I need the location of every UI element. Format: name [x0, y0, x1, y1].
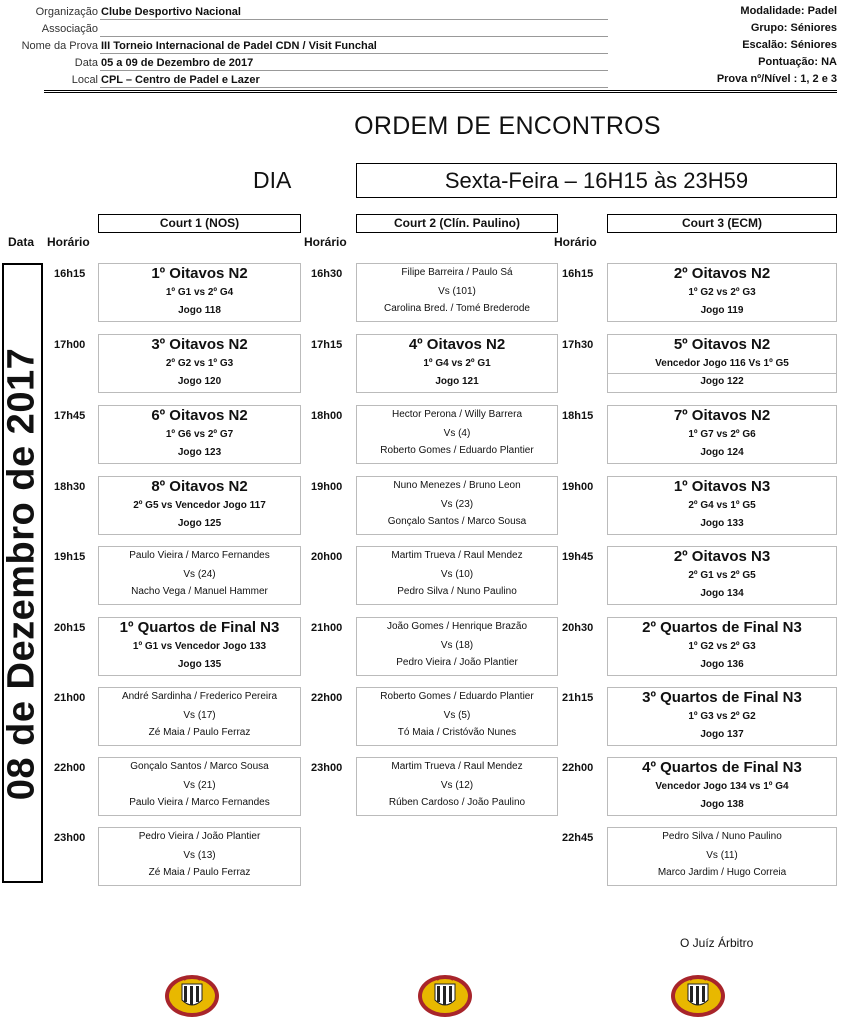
header-field-label: Local	[71, 74, 98, 86]
match-pairing: 2º G1 vs 2º G5	[688, 570, 756, 581]
match-box	[98, 263, 301, 322]
match-time: 23h00	[54, 832, 86, 844]
match-title: 2º Quartos de Final N3	[642, 619, 802, 636]
day-label: DIA	[253, 167, 292, 193]
match-box	[356, 476, 558, 535]
team-a: Martim Trueva / Raul Mendez	[391, 550, 523, 561]
match-time: 23h00	[311, 762, 343, 774]
match-box	[607, 476, 837, 535]
match-box	[98, 827, 301, 886]
match-box	[98, 546, 301, 605]
match-time: 16h15	[54, 268, 86, 280]
team-a: André Sardinha / Frederico Pereira	[121, 691, 278, 702]
header-field-row	[0, 22, 620, 37]
match-time: 18h15	[562, 410, 594, 422]
match-box	[98, 617, 301, 676]
header-right-item: Pontuação: NA	[758, 56, 837, 68]
match-pairing: 1º G3 vs 2º G2	[688, 711, 756, 722]
match-game-number: Jogo 120	[177, 376, 222, 387]
club-crest-svg	[164, 970, 220, 1018]
match-game-number: Jogo 122	[700, 376, 744, 387]
match-versus: Vs (24)	[183, 569, 216, 580]
match-box	[356, 405, 558, 464]
match-box	[98, 405, 301, 464]
match-time: 21h00	[311, 622, 343, 634]
match-time: 19h00	[311, 481, 343, 493]
match-pairing: 1º G2 vs 2º G3	[688, 641, 756, 652]
club-crest-icon	[670, 970, 726, 1018]
match-versus: Vs (5)	[443, 710, 471, 721]
match-time: 16h15	[562, 268, 594, 280]
team-b: Paulo Vieira / Marco Fernandes	[129, 797, 270, 808]
match-title: 1º Quartos de Final N3	[119, 619, 280, 636]
team-a: João Gomes / Henrique Brazão	[386, 621, 528, 632]
header-field-label: Organização	[35, 6, 98, 18]
team-b: Nacho Vega / Manuel Hammer	[131, 586, 268, 597]
team-b: Zé Maia / Paulo Ferraz	[148, 867, 251, 878]
match-time: 22h00	[562, 762, 594, 774]
horario-column-header-1: Horário	[47, 235, 90, 249]
match-time: 17h15	[311, 339, 343, 351]
match-box	[356, 263, 558, 322]
horario-column-header-3: Horário	[554, 235, 597, 249]
match-pairing: 1º G1 vs Vencedor Jogo 133	[132, 641, 267, 652]
match-box	[356, 334, 558, 393]
team-a: Paulo Vieira / Marco Fernandes	[129, 550, 270, 561]
match-time: 21h15	[562, 692, 594, 704]
match-box	[607, 263, 837, 322]
match-box	[356, 687, 558, 746]
header-field-row	[0, 39, 620, 54]
match-time: 22h45	[562, 832, 594, 844]
match-time: 20h00	[311, 551, 343, 563]
match-time: 19h15	[54, 551, 86, 563]
header-field-label: Associação	[41, 23, 98, 35]
match-title: 2º Oitavos N3	[673, 548, 771, 565]
header-field-value: Clube Desportivo Nacional	[101, 6, 241, 18]
match-pairing: 2º G4 vs 1º G5	[688, 500, 756, 511]
match-game-number: Jogo 133	[700, 518, 744, 529]
header-divider	[44, 90, 837, 93]
team-a: Pedro Vieira / João Plantier	[138, 831, 261, 842]
club-crest-svg	[670, 970, 726, 1018]
match-title: 5º Oitavos N2	[673, 336, 771, 353]
team-a: Nuno Menezes / Bruno Leon	[393, 480, 521, 491]
match-game-number: Jogo 118	[178, 305, 221, 316]
header-field-label: Data	[74, 57, 98, 69]
match-pairing: Vencedor Jogo 134 vs 1º G4	[655, 781, 789, 792]
match-game-number: Jogo 124	[700, 447, 744, 458]
match-box	[98, 334, 301, 393]
match-time: 18h00	[311, 410, 343, 422]
header-field-label: Nome da Prova	[21, 40, 98, 52]
team-a: Filipe Barreira / Paulo Sá	[401, 267, 513, 278]
court-2-header: Court 2 (Clín. Paulino)	[356, 214, 558, 233]
club-crest-icon	[417, 970, 473, 1018]
date-vertical: 08 de Dezembro de 2017	[0, 347, 43, 801]
match-versus: Vs (12)	[440, 780, 474, 791]
match-box	[607, 827, 837, 886]
team-a: Gonçalo Santos / Marco Sousa	[130, 761, 269, 772]
data-column-header: Data	[8, 235, 35, 249]
header-field-value: 05 a 09 de Dezembro de 2017	[101, 57, 254, 69]
match-versus: Vs (11)	[706, 850, 738, 861]
referee-label: O Juíz Árbitro	[680, 936, 754, 950]
match-game-number: Jogo 119	[700, 305, 744, 316]
team-b: Zé Maia / Paulo Ferraz	[148, 727, 251, 738]
match-pairing: 2º G5 vs Vencedor Jogo 117	[133, 500, 266, 511]
team-b: Pedro Silva / Nuno Paulino	[397, 586, 517, 597]
match-versus: Vs (18)	[440, 640, 474, 651]
header-right-item: Modalidade: Padel	[740, 5, 837, 17]
match-pairing: Vencedor Jogo 116 Vs 1º G5	[655, 358, 789, 369]
header-field-value: III Torneio Internacional de Padel CDN / Visit Funchal	[101, 40, 377, 52]
header-right-item: Prova nº/Nível : 1, 2 e 3	[716, 73, 837, 85]
match-title: 3º Oitavos N2	[151, 336, 248, 353]
match-box	[98, 476, 301, 535]
match-title: 3º Quartos de Final N3	[642, 689, 802, 706]
club-crest-svg	[417, 970, 473, 1018]
match-versus: Vs (17)	[183, 710, 216, 721]
match-title: 4º Quartos de Final N3	[642, 759, 802, 776]
team-b: Rúben Cardoso / João Paulino	[388, 797, 526, 808]
match-box	[98, 757, 301, 816]
header-field-row	[0, 56, 620, 71]
match-game-number: Jogo 123	[177, 447, 222, 458]
match-versus: Vs (101)	[438, 286, 476, 297]
horario-column-header-2: Horário	[304, 235, 347, 249]
court-3-header: Court 3 (ECM)	[607, 214, 837, 233]
match-box	[356, 546, 558, 605]
match-pairing: 1º G6 vs 2º G7	[165, 429, 234, 440]
match-time: 20h15	[54, 622, 86, 634]
match-title: 2º Oitavos N2	[673, 265, 771, 282]
match-time: 22h00	[54, 762, 86, 774]
header-field-value: CPL – Centro de Padel e Lazer	[101, 74, 260, 86]
match-game-number: Jogo 134	[700, 588, 744, 599]
header-right-item: Escalão: Séniores	[742, 39, 837, 51]
match-time: 20h30	[562, 622, 594, 634]
match-game-number: Jogo 135	[177, 659, 222, 670]
match-box	[356, 617, 558, 676]
match-versus: Vs (21)	[183, 780, 216, 791]
match-game-number: Jogo 121	[435, 376, 479, 387]
match-versus: Vs (4)	[443, 428, 471, 439]
match-time: 18h30	[54, 481, 86, 493]
team-b: Carolina Bred. / Tomé Brederode	[383, 303, 530, 314]
match-title: 8º Oitavos N2	[151, 478, 248, 495]
match-pairing: 1º G4 vs 2º G1	[423, 358, 491, 369]
team-b: Roberto Gomes / Eduardo Plantier	[380, 445, 534, 456]
match-game-number: Jogo 137	[700, 729, 744, 740]
court-1-header: Court 1 (NOS)	[98, 214, 301, 233]
match-box	[607, 546, 837, 605]
match-time: 19h45	[562, 551, 594, 563]
header-field-row	[0, 5, 620, 20]
club-crest-icon	[164, 970, 220, 1018]
team-b: Tó Maia / Cristóvão Nunes	[397, 727, 517, 738]
match-box	[607, 687, 837, 746]
match-pairing: 2º G2 vs 1º G3	[165, 358, 234, 369]
header-field-row	[0, 73, 620, 88]
team-a: Roberto Gomes / Eduardo Plantier	[380, 691, 534, 702]
match-title: 1º Oitavos N2	[151, 265, 248, 282]
team-b: Gonçalo Santos / Marco Sousa	[387, 516, 527, 527]
match-versus: Vs (23)	[440, 499, 474, 510]
match-time: 17h00	[54, 339, 86, 351]
match-title: 4º Oitavos N2	[408, 336, 506, 353]
match-game-number: Jogo 125	[177, 518, 222, 529]
match-pairing: 1º G7 vs 2º G6	[688, 429, 756, 440]
header-field-underline	[100, 22, 608, 37]
team-b: Pedro Vieira / João Plantier	[396, 657, 518, 668]
match-pairing: 1º G2 vs 2º G3	[688, 287, 756, 298]
match-title: 7º Oitavos N2	[673, 407, 771, 424]
match-title: 1º Oitavos N3	[673, 478, 771, 495]
match-time: 16h30	[311, 268, 343, 280]
match-time: 17h45	[54, 410, 86, 422]
match-versus: Vs (13)	[183, 850, 216, 861]
match-box	[607, 334, 837, 393]
match-title: 6º Oitavos N2	[151, 407, 248, 424]
page-title: ORDEM DE ENCONTROS	[354, 112, 661, 140]
match-box	[607, 617, 837, 676]
match-time: 19h00	[562, 481, 594, 493]
team-a: Hector Perona / Willy Barrera	[391, 409, 523, 420]
match-time: 21h00	[54, 692, 86, 704]
header-right-item: Grupo: Séniores	[750, 22, 837, 34]
match-game-number: Jogo 138	[700, 799, 744, 810]
team-b: Marco Jardim / Hugo Correia	[657, 867, 787, 878]
match-box	[98, 687, 301, 746]
match-game-number: Jogo 136	[700, 659, 744, 670]
day-value-box: Sexta-Feira – 16H15 às 23H59	[356, 163, 837, 198]
team-a: Martim Trueva / Raul Mendez	[391, 761, 523, 772]
match-pairing: 1º G1 vs 2º G4	[165, 287, 234, 298]
match-versus: Vs (10)	[440, 569, 474, 580]
match-time: 22h00	[311, 692, 343, 704]
match-box	[607, 405, 837, 464]
match-time: 17h30	[562, 339, 594, 351]
match-box	[607, 757, 837, 816]
match-box	[356, 757, 558, 816]
team-a: Pedro Silva / Nuno Paulino	[662, 831, 782, 842]
